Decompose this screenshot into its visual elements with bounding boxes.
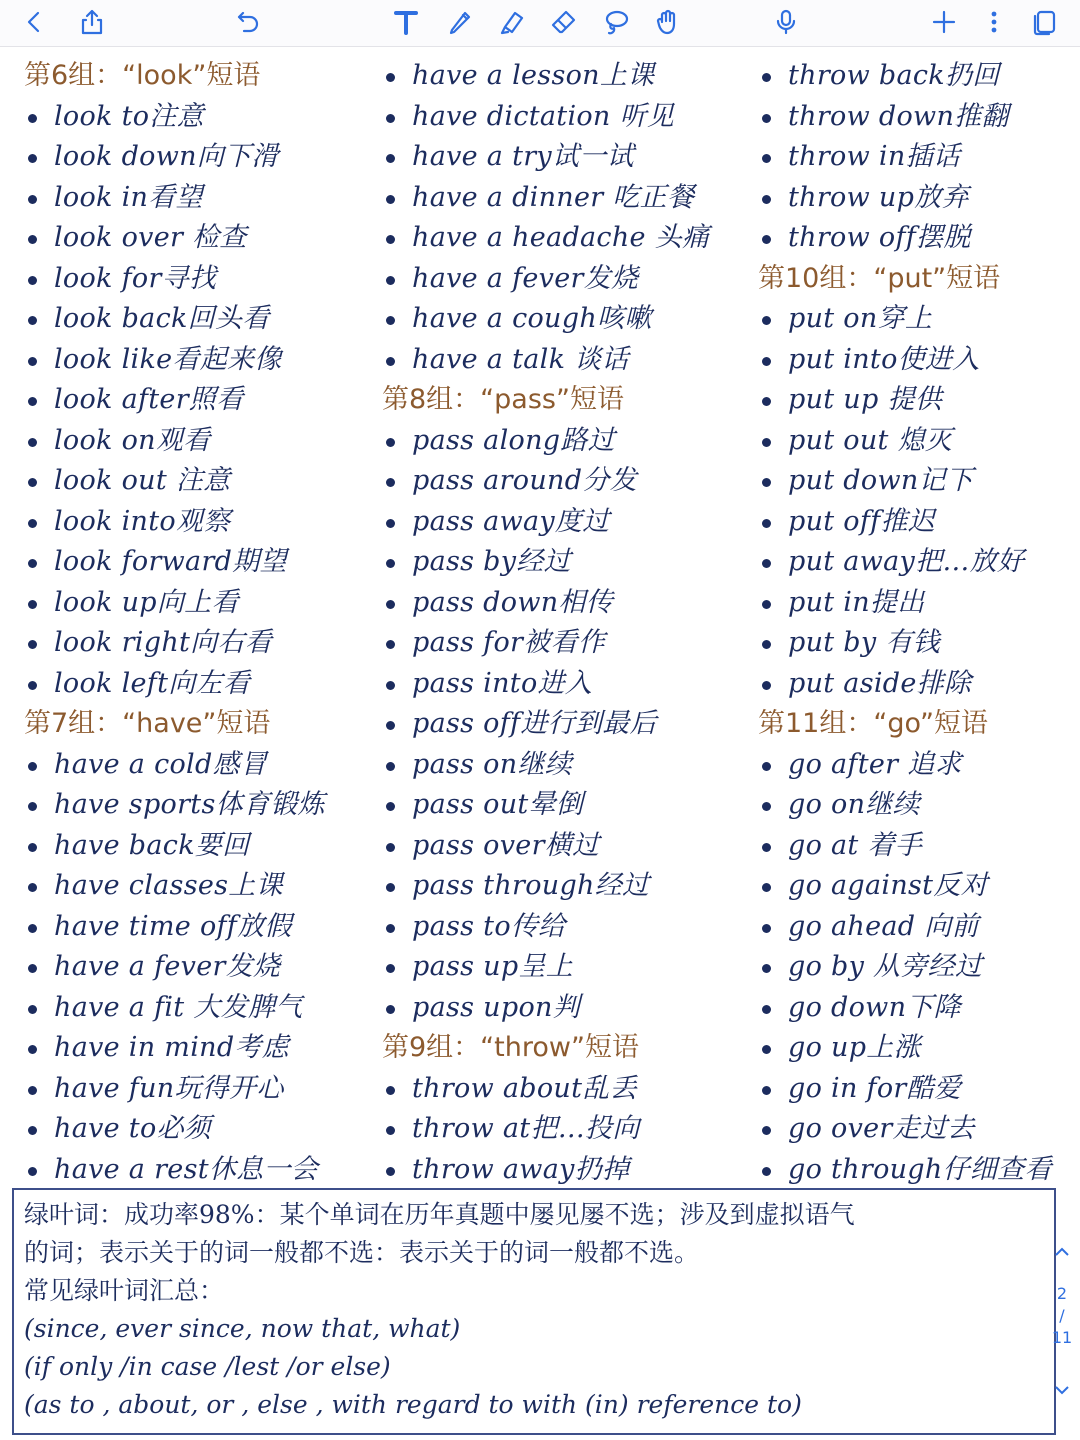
- phrase-text: go after 追求: [788, 748, 962, 780]
- phrase-list-item: [24, 178, 374, 219]
- phrase-text: have sports体育锻炼: [54, 789, 325, 820]
- phrase-list-item: [382, 866, 757, 907]
- phrase-text: throw down推翻: [788, 100, 1009, 132]
- phrase-text: look left向左看: [54, 667, 251, 699]
- phrase-text: go over走过去: [788, 1113, 975, 1144]
- notes-column-2: [382, 56, 757, 1190]
- phrase-list-item: [24, 218, 374, 259]
- phrase-text: throw in插话: [788, 141, 961, 172]
- notes-column-3: [758, 56, 1076, 1190]
- phrase-list-item: [382, 178, 757, 219]
- back-chevron-icon[interactable]: [16, 4, 52, 40]
- phrase-text: have a cough咳嗽: [412, 303, 652, 334]
- phrase-list-item: [24, 826, 374, 867]
- phrase-list-item: [24, 947, 374, 988]
- phrase-list-item: [24, 745, 374, 786]
- note-line: 常见绿叶词汇总：: [24, 1276, 225, 1305]
- phrase-text: go at 着手: [788, 829, 923, 861]
- note-line: (since, ever since, now that, what): [24, 1314, 461, 1343]
- phrase-text: go ahead 向前: [788, 910, 979, 942]
- phrase-list-item: [382, 1150, 757, 1191]
- section-heading: [24, 704, 374, 745]
- phrase-text: pass down相传: [412, 586, 614, 618]
- phrase-list-item: [758, 1150, 1076, 1191]
- phrase-text: pass upon判: [412, 991, 580, 1023]
- phrase-text: put away把…放好: [788, 546, 1025, 577]
- phrase-list-item: [24, 664, 374, 705]
- phrase-text: pass off进行到最后: [412, 708, 657, 739]
- phrase-text: have a headache 头痛: [412, 222, 710, 253]
- phrase-text: have dictation 听见: [412, 100, 675, 132]
- pen-tool-icon[interactable]: [442, 4, 478, 40]
- phrase-list-item: [382, 421, 757, 462]
- phrase-text: put by 有钱: [788, 627, 940, 658]
- phrase-text: look up向上看: [54, 586, 239, 618]
- green-leaf-words-note-box: [12, 1188, 1056, 1435]
- phrase-list-item: [758, 340, 1076, 381]
- phrase-text: go through仔细查看: [788, 1153, 1052, 1185]
- phrase-list-item: [382, 97, 757, 138]
- phrase-list-item: [382, 259, 757, 300]
- add-icon[interactable]: [926, 4, 962, 40]
- phrase-list-item: [758, 907, 1076, 948]
- phrase-text: go against反对: [788, 870, 988, 901]
- phrase-list-item: [382, 461, 757, 502]
- phrase-list-item: [24, 542, 374, 583]
- phrase-text: look in看望: [54, 181, 203, 213]
- phrase-text: throw up放弃: [788, 181, 969, 213]
- phrase-list-item: [758, 785, 1076, 826]
- phrase-list-item: [758, 542, 1076, 583]
- toolbar: [0, 0, 1080, 47]
- phrase-list-item: [24, 907, 374, 948]
- phrase-list-item: [758, 947, 1076, 988]
- phrase-list-item: [382, 988, 757, 1029]
- phrase-list-item: [382, 785, 757, 826]
- phrase-list-item: [24, 461, 374, 502]
- phrase-text: go on继续: [788, 789, 920, 820]
- phrase-list-item: [758, 218, 1076, 259]
- phrase-text: pass up呈上: [412, 951, 574, 982]
- phrase-list-item: [382, 583, 757, 624]
- phrase-text: pass around分发: [412, 465, 637, 496]
- phrase-list-item: [382, 137, 757, 178]
- phrase-text: have a cold感冒: [54, 748, 268, 780]
- phrase-text: have a lesson上课: [412, 60, 655, 91]
- phrase-text: look back回头看: [54, 303, 270, 334]
- pages-icon[interactable]: [1026, 4, 1062, 40]
- phrase-list-item: [758, 421, 1076, 462]
- phrase-text: look like看起来像: [54, 343, 282, 375]
- phrase-list-item: [382, 623, 757, 664]
- total-page-count: 11: [1051, 1328, 1073, 1347]
- phrase-text: have a fit 大发脾气: [54, 991, 303, 1023]
- phrase-list-item: [24, 785, 374, 826]
- section-heading-text: 第10组：“put”短语: [758, 262, 1001, 294]
- note-line: (if only /in case /lest /or else): [24, 1352, 391, 1381]
- phrase-text: look for寻找: [54, 262, 217, 294]
- phrase-list-item: [758, 56, 1076, 97]
- phrase-text: go down下降: [788, 991, 961, 1023]
- note-line: (as to , about, or , else , with regard to with (in) reference to): [24, 1390, 802, 1419]
- phrase-list-item: [758, 745, 1076, 786]
- phrase-list-item: [382, 907, 757, 948]
- phrase-text: pass through经过: [412, 870, 650, 901]
- hand-tool-icon[interactable]: [650, 4, 686, 40]
- phrase-text: have a fever发烧: [54, 951, 281, 982]
- phrase-text: throw about乱丢: [412, 1072, 637, 1104]
- section-heading-text: 第7组：“have”短语: [24, 708, 271, 739]
- phrase-list-item: [382, 826, 757, 867]
- text-tool-icon[interactable]: [388, 4, 424, 40]
- phrase-text: throw off摆脱: [788, 222, 971, 253]
- phrase-list-item: [758, 502, 1076, 543]
- phrase-list-item: [758, 1109, 1076, 1150]
- phrase-list-item: [24, 299, 374, 340]
- phrase-text: have a try试一试: [412, 141, 634, 172]
- phrase-text: go up上涨: [788, 1032, 921, 1063]
- section-heading-text: 第8组：“pass”短语: [382, 384, 624, 415]
- phrase-text: put aside排除: [788, 667, 972, 699]
- phrase-list-item: [24, 340, 374, 381]
- current-page-number: 2: [1056, 1284, 1068, 1303]
- phrase-list-item: [24, 1150, 374, 1191]
- phrase-list-item: [24, 866, 374, 907]
- phrase-list-item: [24, 1028, 374, 1069]
- section-heading: [24, 56, 374, 97]
- phrase-list-item: [24, 502, 374, 543]
- phrase-text: go by 从旁经过: [788, 951, 983, 982]
- phrase-text: have a dinner 吃正餐: [412, 181, 695, 213]
- undo-icon[interactable]: [230, 4, 266, 40]
- phrase-text: put off推迟: [788, 505, 936, 537]
- notes-column-1: [24, 56, 374, 1190]
- phrase-text: have time off放假: [54, 910, 292, 942]
- phrase-list-item: [758, 826, 1076, 867]
- phrase-list-item: [382, 340, 757, 381]
- section-heading: [758, 704, 1076, 745]
- phrase-list-item: [24, 137, 374, 178]
- phrase-text: put in提出: [788, 586, 925, 618]
- phrase-text: look after照看: [54, 384, 244, 415]
- phrase-list-item: [382, 1069, 757, 1110]
- phrase-list-item: [24, 380, 374, 421]
- phrase-list-item: [24, 97, 374, 138]
- phrase-list-item: [758, 623, 1076, 664]
- phrase-list-item: [758, 664, 1076, 705]
- phrase-text: pass for被看作: [412, 627, 606, 658]
- phrase-text: look down向下滑: [54, 141, 279, 172]
- phrase-text: look right向右看: [54, 627, 273, 658]
- phrase-text: go in for酷爱: [788, 1072, 962, 1104]
- phrase-text: have a fever发烧: [412, 262, 639, 294]
- phrase-text: put out 熄灭: [788, 424, 953, 456]
- phrase-text: throw back扔回: [788, 60, 1000, 91]
- phrase-list-item: [758, 299, 1076, 340]
- phrase-text: pass by经过: [412, 546, 571, 577]
- phrase-text: look over 检查: [54, 222, 247, 253]
- lasso-tool-icon[interactable]: [598, 4, 634, 40]
- phrase-text: pass out晕倒: [412, 789, 584, 820]
- phrase-list-item: [24, 988, 374, 1029]
- phrase-text: have to必须: [54, 1113, 212, 1144]
- phrase-text: look out 注意: [54, 465, 231, 496]
- phrase-list-item: [382, 947, 757, 988]
- note-line: 的词；表示关于的词一般都不选：表示关于的词一般都不选。: [24, 1238, 700, 1267]
- phrase-list-item: [758, 1028, 1076, 1069]
- phrase-text: pass away度过: [412, 505, 610, 537]
- section-heading: [758, 259, 1076, 300]
- phrase-list-item: [758, 461, 1076, 502]
- phrase-list-item: [24, 259, 374, 300]
- phrase-text: look to注意: [54, 100, 204, 132]
- phrase-list-item: [758, 866, 1076, 907]
- page-up-chevron-icon[interactable]: [1052, 1242, 1072, 1262]
- phrase-text: look on观看: [54, 424, 211, 456]
- phrase-list-item: [382, 542, 757, 583]
- section-heading-text: 第11组：“go”短语: [758, 708, 989, 739]
- more-icon[interactable]: [976, 4, 1012, 40]
- phrase-text: pass to传给: [412, 910, 566, 942]
- phrase-text: put up 提供: [788, 384, 943, 415]
- phrase-text: have a rest休息一会: [54, 1153, 319, 1185]
- phrase-list-item: [24, 1069, 374, 1110]
- phrase-list-item: [24, 421, 374, 462]
- phrase-text: pass over横过: [412, 829, 600, 861]
- microphone-icon[interactable]: [768, 4, 804, 40]
- phrase-list-item: [382, 299, 757, 340]
- phrase-list-item: [382, 1109, 757, 1150]
- phrase-text: have in mind考虑: [54, 1032, 290, 1063]
- phrase-list-item: [758, 1069, 1076, 1110]
- phrase-list-item: [382, 502, 757, 543]
- section-heading-text: 第6组：“look”短语: [24, 60, 261, 91]
- phrase-text: pass into进入: [412, 667, 593, 699]
- phrase-list-item: [24, 1109, 374, 1150]
- phrase-text: have fun玩得开心: [54, 1072, 284, 1104]
- phrase-list-item: [382, 745, 757, 786]
- phrase-text: put on穿上: [788, 303, 933, 334]
- section-heading-text: 第9组：“throw”短语: [382, 1032, 639, 1063]
- phrase-text: have a talk 谈话: [412, 343, 629, 375]
- phrase-text: pass along路过: [412, 424, 615, 456]
- note-line: 绿叶词：成功率98%：某个单词在历年真题中屡见屡不选；涉及到虚拟语气: [24, 1200, 855, 1229]
- phrase-list-item: [382, 56, 757, 97]
- section-heading: [382, 1028, 757, 1069]
- page-indicator: [1048, 1236, 1076, 1406]
- phrase-text: throw at把…投向: [412, 1113, 640, 1144]
- phrase-list-item: [24, 623, 374, 664]
- phrase-list-item: [758, 97, 1076, 138]
- phrase-list-item: [758, 583, 1076, 624]
- phrase-list-item: [758, 380, 1076, 421]
- phrase-list-item: [758, 137, 1076, 178]
- phrase-list-item: [758, 178, 1076, 219]
- phrase-list-item: [382, 218, 757, 259]
- highlighter-tool-icon[interactable]: [494, 4, 530, 40]
- phrase-text: pass on继续: [412, 748, 573, 780]
- page-down-chevron-icon[interactable]: [1052, 1380, 1072, 1400]
- share-icon[interactable]: [74, 4, 110, 40]
- phrase-text: have classes上课: [54, 870, 283, 901]
- phrase-text: look forward期望: [54, 546, 287, 577]
- phrase-list-item: [758, 988, 1076, 1029]
- phrase-text: throw away扔掉: [412, 1153, 630, 1185]
- phrase-list-item: [382, 704, 757, 745]
- eraser-tool-icon[interactable]: [546, 4, 582, 40]
- phrase-text: have back要回: [54, 829, 250, 861]
- page-separator: /: [1059, 1306, 1065, 1325]
- section-heading: [382, 380, 757, 421]
- phrase-list-item: [24, 583, 374, 624]
- phrase-text: look into观察: [54, 505, 231, 537]
- phrase-list-item: [382, 664, 757, 705]
- phrase-text: put into使进入: [788, 343, 980, 375]
- phrase-text: put down记下: [788, 465, 974, 496]
